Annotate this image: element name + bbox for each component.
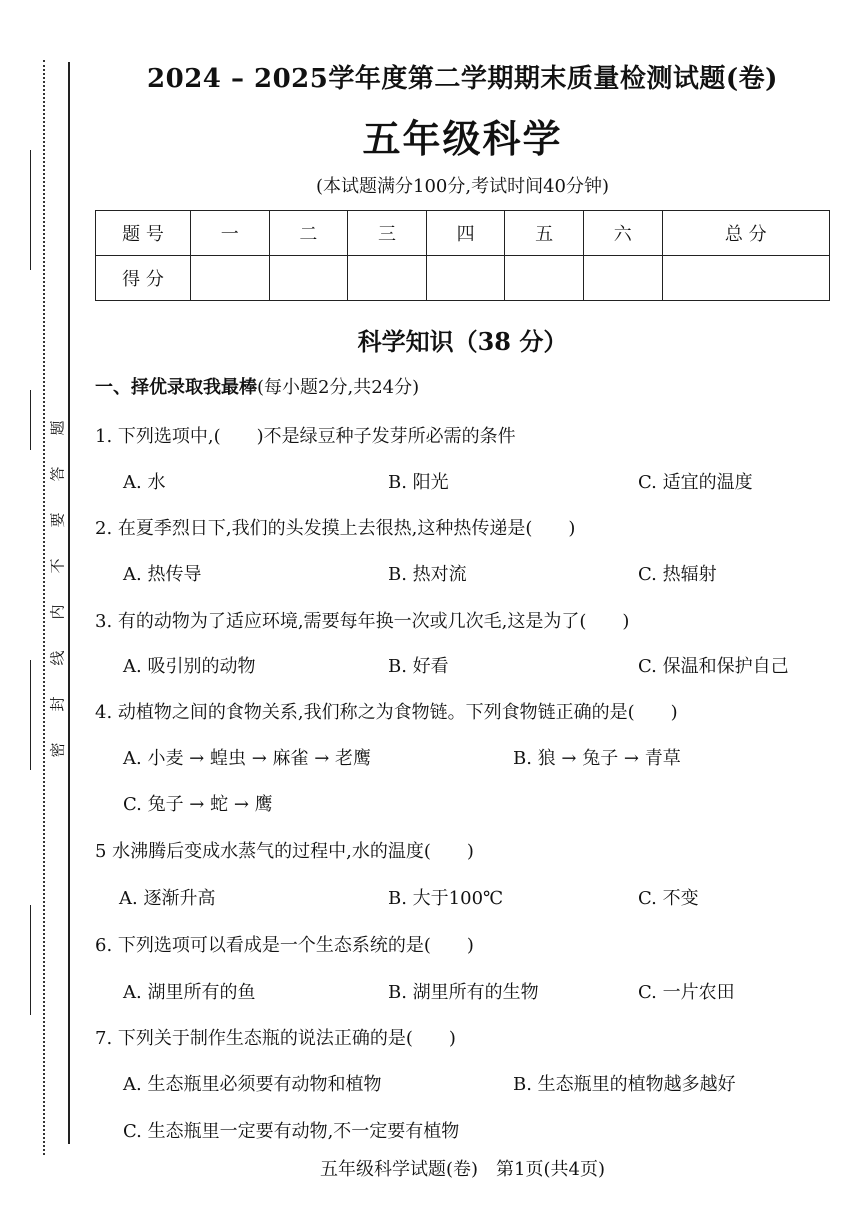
blank-field-4 bbox=[30, 905, 31, 1015]
option[interactable]: B. 生态瓶里的植物越多越好 bbox=[513, 1074, 736, 1095]
table-cell: 三 bbox=[348, 211, 427, 256]
page-footer: 五年级科学试题(卷) 第1页(共4页) bbox=[320, 1159, 605, 1180]
question-stem: 3. 有的动物为了适应环境,需要每年换一次或几次毛,这是为了( ) bbox=[95, 611, 630, 632]
table-cell: 得 分 bbox=[96, 256, 191, 301]
question-stem: 4. 动植物之间的食物关系,我们称之为食物链。下列食物链正确的是( ) bbox=[95, 702, 678, 723]
exam-title: 2024 – 2025学年度第二学期期末质量检测试题(卷) bbox=[147, 64, 778, 94]
option[interactable]: C. 生态瓶里一定要有动物,不一定要有植物 bbox=[123, 1121, 460, 1142]
seal-char: 内 bbox=[48, 604, 67, 620]
seal-char: 线 bbox=[48, 650, 67, 666]
option[interactable]: C. 一片农田 bbox=[638, 982, 735, 1003]
option[interactable]: B. 湖里所有的生物 bbox=[388, 982, 539, 1003]
question-stem: 6. 下列选项可以看成是一个生态系统的是( ) bbox=[95, 935, 474, 956]
option[interactable]: A. 热传导 bbox=[123, 564, 202, 585]
score-cell[interactable] bbox=[505, 256, 584, 301]
score-table-score-row bbox=[96, 256, 830, 301]
option[interactable]: B. 阳光 bbox=[388, 472, 449, 493]
table-cell: 一 bbox=[191, 211, 270, 256]
exam-note: (本试题满分100分,考试时间40分钟) bbox=[315, 176, 610, 197]
table-cell: 五 bbox=[505, 211, 584, 256]
subject-title: 五年级科学 bbox=[362, 116, 563, 161]
option[interactable]: B. 热对流 bbox=[388, 564, 467, 585]
table-cell: 题 号 bbox=[96, 211, 191, 256]
blank-field-3 bbox=[30, 660, 31, 770]
question-stem: 5 水沸腾后变成水蒸气的过程中,水的温度( ) bbox=[95, 841, 474, 862]
table-cell: 六 bbox=[583, 211, 662, 256]
table-cell: 二 bbox=[269, 211, 348, 256]
section-title: 科学知识（38 分） bbox=[357, 327, 568, 356]
question-stem: 1. 下列选项中,( )不是绿豆种子发芽所必需的条件 bbox=[95, 426, 516, 447]
part-title-note: (每小题2分,共24分) bbox=[257, 377, 420, 398]
score-cell[interactable] bbox=[348, 256, 427, 301]
part-title bbox=[95, 373, 419, 399]
option[interactable]: C. 兔子 → 蛇 → 鹰 bbox=[123, 794, 273, 815]
part-title-text: 一、择优录取我最棒 bbox=[95, 377, 257, 398]
score-cell[interactable] bbox=[269, 256, 348, 301]
seal-char: 题 bbox=[48, 420, 67, 436]
blank-field-1 bbox=[30, 150, 31, 270]
table-cell: 总 分 bbox=[662, 211, 829, 256]
score-table bbox=[95, 210, 830, 301]
option[interactable]: C. 不变 bbox=[638, 888, 699, 909]
option[interactable]: A. 逐渐升高 bbox=[119, 888, 216, 909]
question-stem: 2. 在夏季烈日下,我们的头发摸上去很热,这种热传递是( ) bbox=[95, 518, 576, 539]
option[interactable]: B. 大于100℃ bbox=[388, 888, 504, 909]
option[interactable]: A. 水 bbox=[123, 472, 166, 493]
seal-char: 密 bbox=[48, 742, 67, 758]
option[interactable]: A. 湖里所有的鱼 bbox=[123, 982, 256, 1003]
option[interactable]: A. 小麦 → 蝗虫 → 麻雀 → 老鹰 bbox=[123, 748, 372, 769]
binding-line bbox=[68, 62, 70, 1144]
question-stem: 7. 下列关于制作生态瓶的说法正确的是( ) bbox=[95, 1028, 456, 1049]
score-cell[interactable] bbox=[662, 256, 829, 301]
blank-field-2 bbox=[30, 390, 31, 450]
score-cell[interactable] bbox=[426, 256, 505, 301]
score-cell[interactable] bbox=[583, 256, 662, 301]
seal-char: 不 bbox=[48, 558, 67, 574]
option[interactable]: B. 好看 bbox=[388, 656, 449, 677]
seal-char: 答 bbox=[48, 466, 67, 482]
option[interactable]: A. 吸引别的动物 bbox=[123, 656, 256, 677]
binding-margin bbox=[0, 0, 80, 1215]
option[interactable]: C. 热辐射 bbox=[638, 564, 717, 585]
seal-char: 要 bbox=[48, 512, 67, 528]
option[interactable]: C. 保温和保护自己 bbox=[638, 656, 789, 677]
table-cell: 四 bbox=[426, 211, 505, 256]
score-cell[interactable] bbox=[191, 256, 270, 301]
seal-char: 封 bbox=[48, 696, 67, 712]
option[interactable]: C. 适宜的温度 bbox=[638, 472, 753, 493]
option[interactable]: B. 狼 → 兔子 → 青草 bbox=[513, 748, 681, 769]
score-table-header-row bbox=[96, 211, 830, 256]
seal-line-text bbox=[50, 405, 66, 773]
option[interactable]: A. 生态瓶里必须要有动物和植物 bbox=[123, 1074, 382, 1095]
